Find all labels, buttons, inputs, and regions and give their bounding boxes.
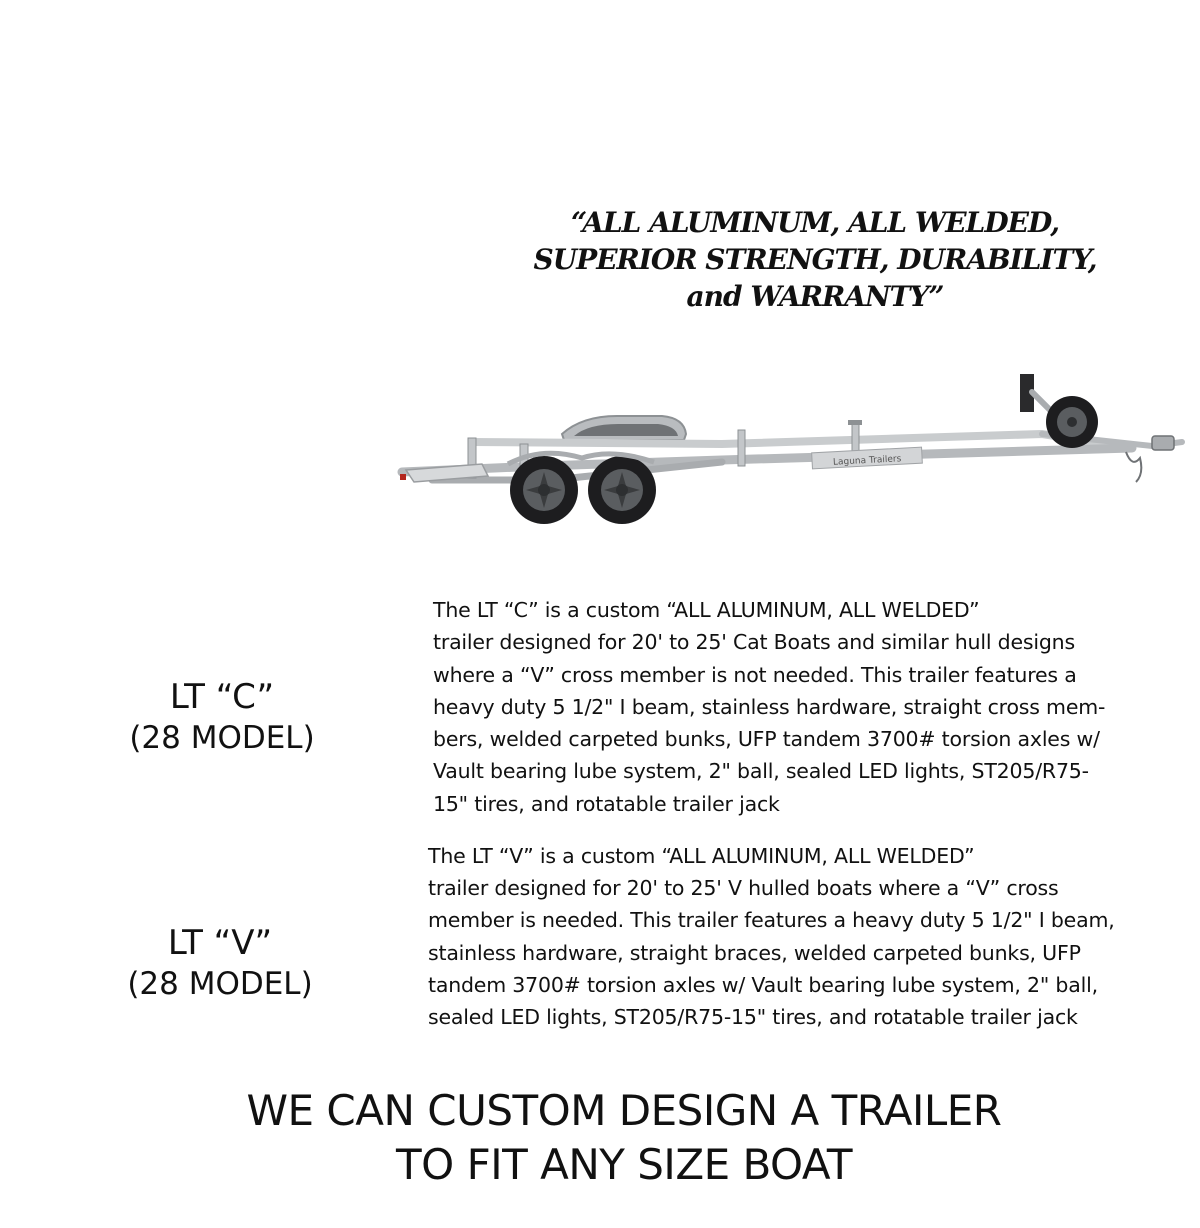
wheel-rear (510, 456, 578, 524)
description-line: tandem 3700# torsion axles w/ Vault bearing lube system, 2" ball, (428, 972, 1098, 997)
tagline-line-3: and WARRANTY” (686, 280, 944, 313)
tagline (520, 204, 1110, 315)
trailer-illustration (392, 362, 1200, 534)
custom-design-cta (0, 1084, 1200, 1192)
coupler (1152, 436, 1174, 450)
safety-chain (1126, 452, 1141, 482)
decal-text: Laguna Trailers (832, 454, 902, 468)
cta-line-2: TO FIT ANY SIZE BOAT (396, 1140, 852, 1189)
wheel-front (588, 456, 656, 524)
tagline-line-1: “ALL ALUMINUM, ALL WELDED, (571, 206, 1059, 239)
description-line: The LT “V” is a custom “ALL ALUMINUM, ALL WELDED” (428, 844, 975, 868)
model-description-c (433, 594, 1105, 820)
description-line: bers, welded carpeted bunks, UFP tandem 3700# torsion axles w/ (433, 727, 1100, 752)
description-line: The LT “C” is a custom “ALL ALUMINUM, ALL WELDED” (433, 598, 980, 622)
description-line: heavy duty 5 1/2" I beam, stainless hardware, straight cross mem- (433, 694, 1106, 719)
description-line: where a “V” cross member is not needed. This trailer features a (433, 662, 1077, 687)
model-name-v: LT “V” (167, 923, 273, 963)
cross-member-3 (738, 430, 745, 466)
model-number-c: (28 MODEL) (129, 720, 315, 756)
description-line: trailer designed for 20' to 25' Cat Boats and similar hull designs (433, 630, 1075, 655)
model-label-c (82, 676, 362, 758)
description-line: stainless hardware, straight braces, welded carpeted bunks, UFP (428, 940, 1081, 965)
model-number-v: (28 MODEL) (127, 966, 313, 1002)
model-name-c: LT “C” (169, 677, 275, 717)
tail-light (400, 474, 406, 480)
model-description-v (428, 840, 1115, 1033)
model-label-v (80, 922, 360, 1004)
description-line: Vault bearing lube system, 2" ball, sealed LED lights, ST205/R75- (433, 759, 1089, 784)
description-line: sealed LED lights, ST205/R75-15" tires, and rotatable trailer jack (428, 1005, 1078, 1030)
description-line: 15" tires, and rotatable trailer jack (433, 791, 780, 816)
tagline-line-2: SUPERIOR STRENGTH, DURABILITY, (533, 243, 1097, 276)
cta-line-1: WE CAN CUSTOM DESIGN A TRAILER (246, 1086, 1002, 1135)
description-line: member is needed. This trailer features a heavy duty 5 1/2" I beam, (428, 908, 1115, 933)
bunk-post (848, 420, 862, 425)
description-line: trailer designed for 20' to 25' V hulled boats where a “V” cross (428, 876, 1059, 901)
